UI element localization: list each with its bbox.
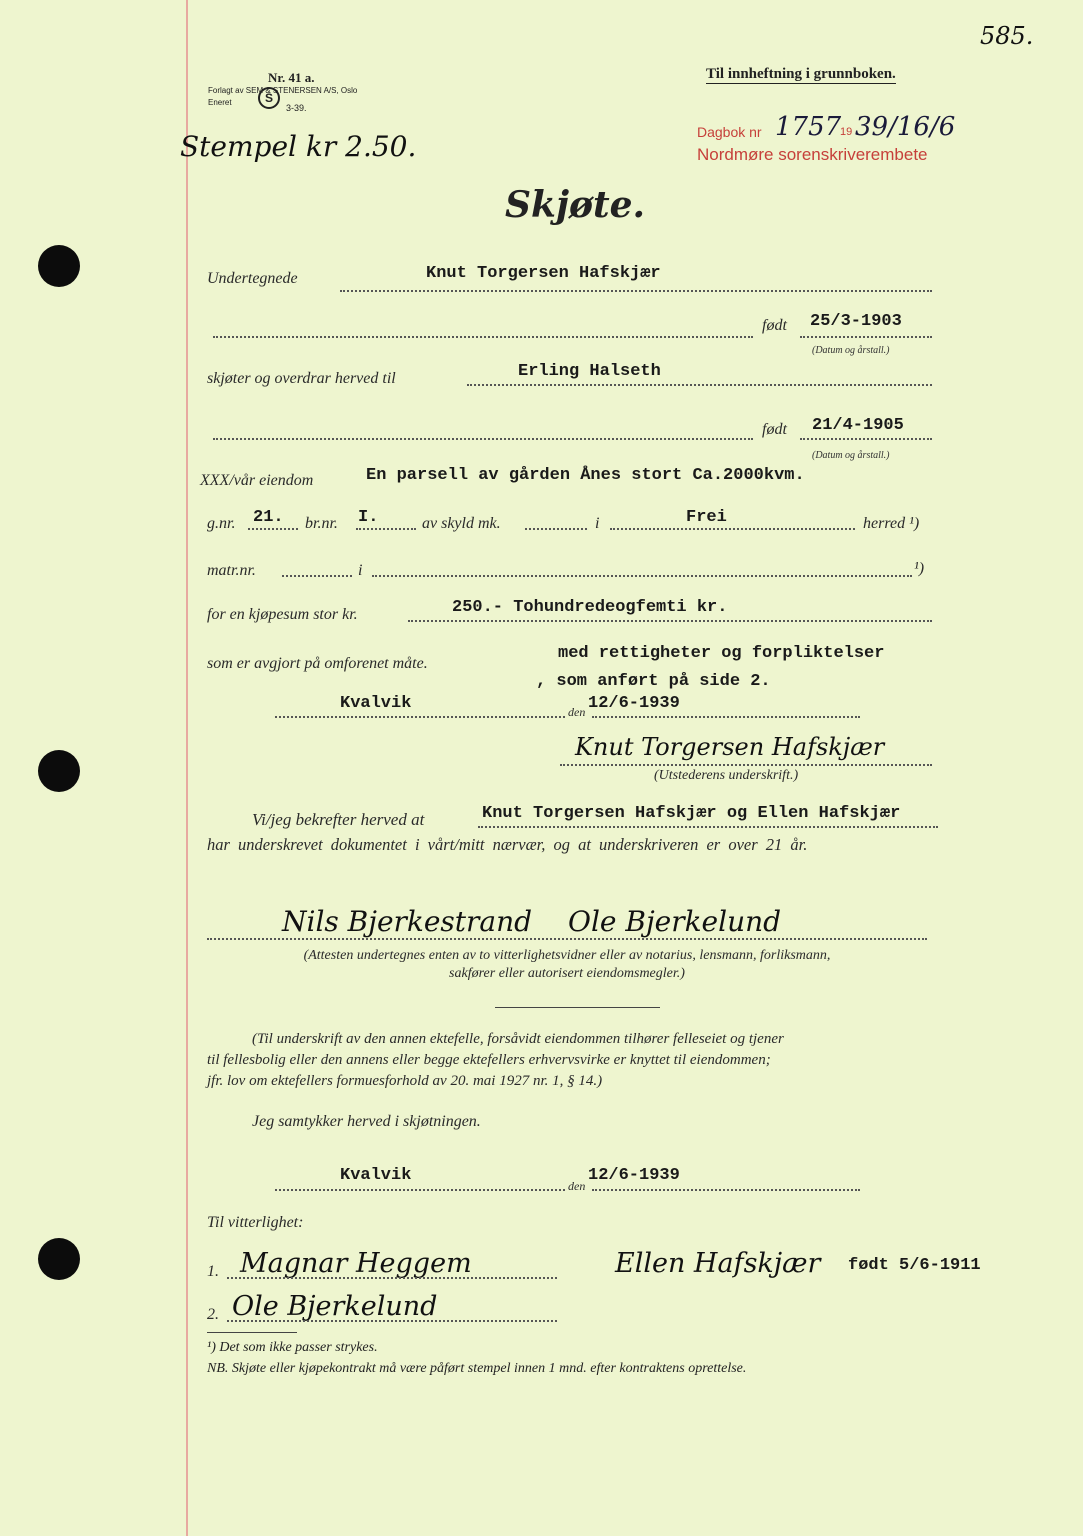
- attest-note-2: sakfører eller autorisert eiendomsmegler.): [449, 966, 685, 981]
- gnr-value: 21.: [253, 508, 284, 527]
- publisher-logo: S: [258, 87, 280, 109]
- matr-i-label: i: [358, 562, 363, 579]
- seller-fodt-label: født: [762, 317, 787, 334]
- attest-label: Vi/jeg bekrefter herved at: [252, 810, 425, 829]
- skyld-line: [525, 528, 587, 530]
- spouse-para-2: til fellesbolig eller den annens eller begge ektefellers erhvervsvirke er knyttet til eiendommen;: [207, 1052, 771, 1068]
- place1: Kvalvik: [340, 694, 412, 713]
- seller-line: [340, 290, 932, 292]
- matr-i-line: [372, 575, 912, 577]
- attest-note-1: (Attesten undertegnes enten av to vitterlighetsvidner eller av notarius, lensmann, forliksmann,: [303, 948, 831, 963]
- punch-hole-top: [38, 245, 80, 287]
- spouse-born: født 5/6-1911: [848, 1256, 981, 1275]
- eiendom-label: XXX/vår eiendom: [200, 472, 314, 489]
- witness-1-number: 1.: [207, 1263, 219, 1280]
- place2-line: [275, 1189, 565, 1191]
- page-number: 585.: [980, 22, 1034, 50]
- terms-line-1: med rettigheter og forpliktelser: [558, 644, 885, 663]
- witness-2-number: 2.: [207, 1306, 219, 1323]
- document-title: Skjøte.: [505, 184, 646, 226]
- witness-2-signature: Ole Bjerkelund: [232, 1291, 438, 1322]
- buyer-extra-line: [213, 438, 753, 440]
- herred-label: herred ¹): [863, 515, 920, 532]
- footnote-2: NB. Skjøte eller kjøpekontrakt må være påført stempel innen 1 mnd. efter kontraktens oprettelse.: [207, 1361, 747, 1376]
- place1-line: [275, 716, 565, 718]
- kjopesum-value: 250.- Tohundredeogfemti kr.: [452, 598, 728, 617]
- dagbok-number: 1757: [775, 112, 842, 142]
- witness-signature-2: Ole Bjerkelund: [568, 905, 782, 938]
- date1-line: [592, 716, 860, 718]
- date1: 12/6-1939: [588, 694, 680, 713]
- i-label: i: [595, 515, 600, 532]
- witness-label: Til vitterlighet:: [207, 1214, 304, 1231]
- filing-note: Til innheftning i grunnboken.: [706, 66, 896, 82]
- brnr-value: I.: [358, 508, 379, 527]
- buyer-fodt-label: født: [762, 421, 787, 438]
- seller-extra-line: [213, 336, 753, 338]
- office-stamp: Nordmøre sorenskriverembete: [697, 145, 928, 164]
- utsteder-hint: (Utstederens underskrift.): [654, 768, 799, 783]
- witness-1-line: [227, 1277, 557, 1279]
- witness-1-signature: Magnar Heggem: [240, 1248, 472, 1279]
- seller-born: 25/3-1903: [810, 312, 902, 331]
- matr-line: [282, 575, 352, 577]
- matr-note: ¹): [914, 560, 925, 577]
- form-number: Nr. 41 a.: [268, 70, 315, 85]
- skyld-label: av skyld mk.: [422, 515, 501, 532]
- date2-line: [592, 1189, 860, 1191]
- witness-2-line: [227, 1320, 557, 1322]
- footnote-rule: [207, 1332, 297, 1333]
- seller-name: Knut Torgersen Hafskjær: [426, 264, 661, 283]
- kjopesum-label: for en kjøpesum stor kr.: [207, 606, 358, 623]
- buyer-born: 21/4-1905: [812, 416, 904, 435]
- margin-rule: [186, 0, 188, 1536]
- dagbok-mid: 19: [840, 126, 853, 138]
- buyer-name: Erling Halseth: [518, 362, 661, 381]
- kjopesum-line: [408, 620, 932, 622]
- attest-names-line: [478, 826, 938, 828]
- stamp-note: Stempel kr 2.50.: [180, 130, 417, 163]
- witness-signature-1: Nils Bjerkestrand: [282, 905, 533, 938]
- undertegnede-label: Undertegnede: [207, 270, 298, 287]
- den-label-1: den: [568, 705, 586, 719]
- punch-hole-bottom: [38, 1238, 80, 1280]
- datum-hint-2: (Datum og årstall.): [812, 450, 890, 461]
- eiendom-value: En parsell av gården Ånes stort Ca.2000kvm.: [366, 466, 805, 485]
- avgjort-label: som er avgjort på omforenet måte.: [207, 655, 428, 672]
- matr-label: matr.nr.: [207, 562, 256, 579]
- skjoter-label: skjøter og overdrar herved til: [207, 370, 396, 387]
- section-divider: [495, 1007, 660, 1008]
- dagbok-date: 39/16/6: [855, 112, 956, 142]
- date-code: 3-39.: [286, 103, 307, 113]
- buyer-born-line: [800, 438, 932, 440]
- consent-text: Jeg samtykker herved i skjøtningen.: [252, 1113, 481, 1130]
- den-label-2: den: [568, 1179, 586, 1193]
- terms-line-2: , som anført på side 2.: [536, 672, 771, 691]
- gnr-label: g.nr.: [207, 515, 236, 532]
- brnr-label: br.nr.: [305, 515, 338, 532]
- seller-signature: Knut Torgersen Hafskjær: [575, 733, 885, 761]
- publisher: Forlagt av SEM & STENERSEN A/S, Oslo: [208, 86, 358, 95]
- attest-line-2: har underskrevet dokumentet i vårt/mitt nærvær, og at underskriveren er over 21 år.: [207, 835, 808, 854]
- dagbok-prefix: Dagbok nr: [697, 124, 762, 140]
- seller-born-line: [800, 336, 932, 338]
- seller-signature-line: [560, 764, 932, 766]
- witness-signature-line: [207, 938, 927, 940]
- punch-hole-middle: [38, 750, 80, 792]
- attest-names: Knut Torgersen Hafskjær og Ellen Hafskjær: [482, 804, 901, 823]
- place2: Kvalvik: [340, 1166, 412, 1185]
- gnr-line: [248, 528, 298, 530]
- herred-value: Frei: [686, 508, 727, 527]
- spouse-signature: Ellen Hafskjær: [615, 1248, 821, 1279]
- brnr-line: [356, 528, 416, 530]
- herred-line: [610, 528, 855, 530]
- datum-hint-1: (Datum og årstall.): [812, 345, 890, 356]
- footnote-1: ¹) Det som ikke passer strykes.: [207, 1340, 378, 1355]
- date2: 12/6-1939: [588, 1166, 680, 1185]
- spouse-para-3: jfr. lov om ektefellers formuesforhold av 20. mai 1927 nr. 1, § 14.): [207, 1073, 603, 1089]
- rights: Eneret: [208, 98, 232, 107]
- buyer-line: [467, 384, 932, 386]
- spouse-para-1: (Til underskrift av den annen ektefelle, forsåvidt eiendommen tilhører felleseiet og tjener: [252, 1031, 784, 1047]
